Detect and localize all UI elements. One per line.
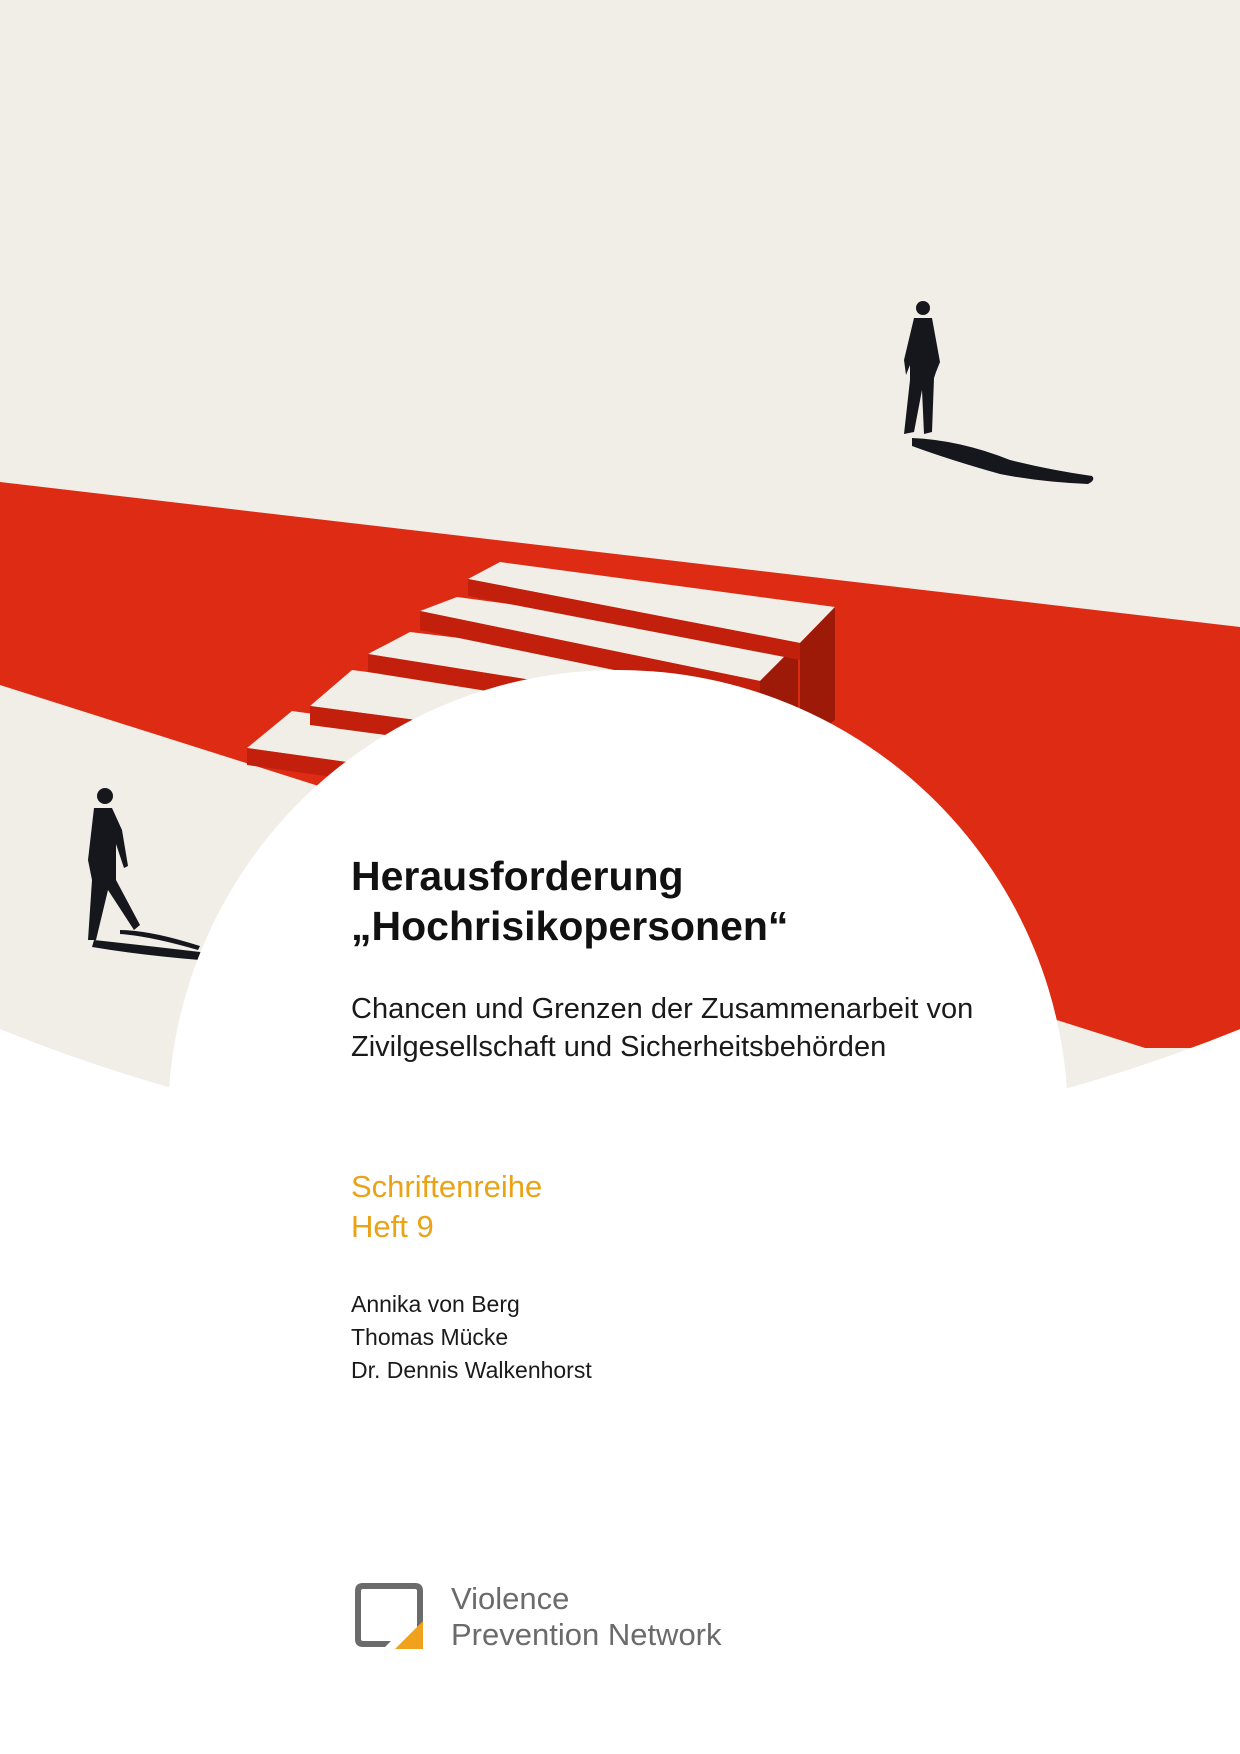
publisher-logo: [351, 1573, 771, 1663]
cover-title: [351, 851, 1051, 951]
author-name: Dr. Dennis Walkenhorst: [351, 1357, 592, 1383]
title-line-2: „Hochrisikopersonen“: [351, 903, 789, 949]
subtitle-line-1: Chancen und Grenzen der Zusammenarbeit von: [351, 993, 974, 1025]
speech-bubble-logo-icon: [351, 1579, 427, 1655]
author-name: Annika von Berg: [351, 1291, 520, 1317]
issue-number: Heft 9: [351, 1209, 434, 1244]
logo-wordmark: [451, 1581, 722, 1653]
logo-line-2: Prevention Network: [451, 1617, 722, 1652]
author-name: Thomas Mücke: [351, 1324, 509, 1350]
cover-subtitle: [351, 990, 1051, 1066]
series-name: Schriftenreihe: [351, 1169, 543, 1204]
series-label: [351, 1167, 1051, 1247]
author-list: [351, 1288, 1051, 1387]
logo-line-1: Violence: [451, 1581, 570, 1616]
subtitle-line-2: Zivilgesellschaft und Sicherheitsbehörden: [351, 1031, 887, 1063]
title-line-1: Herausforderung: [351, 853, 684, 899]
